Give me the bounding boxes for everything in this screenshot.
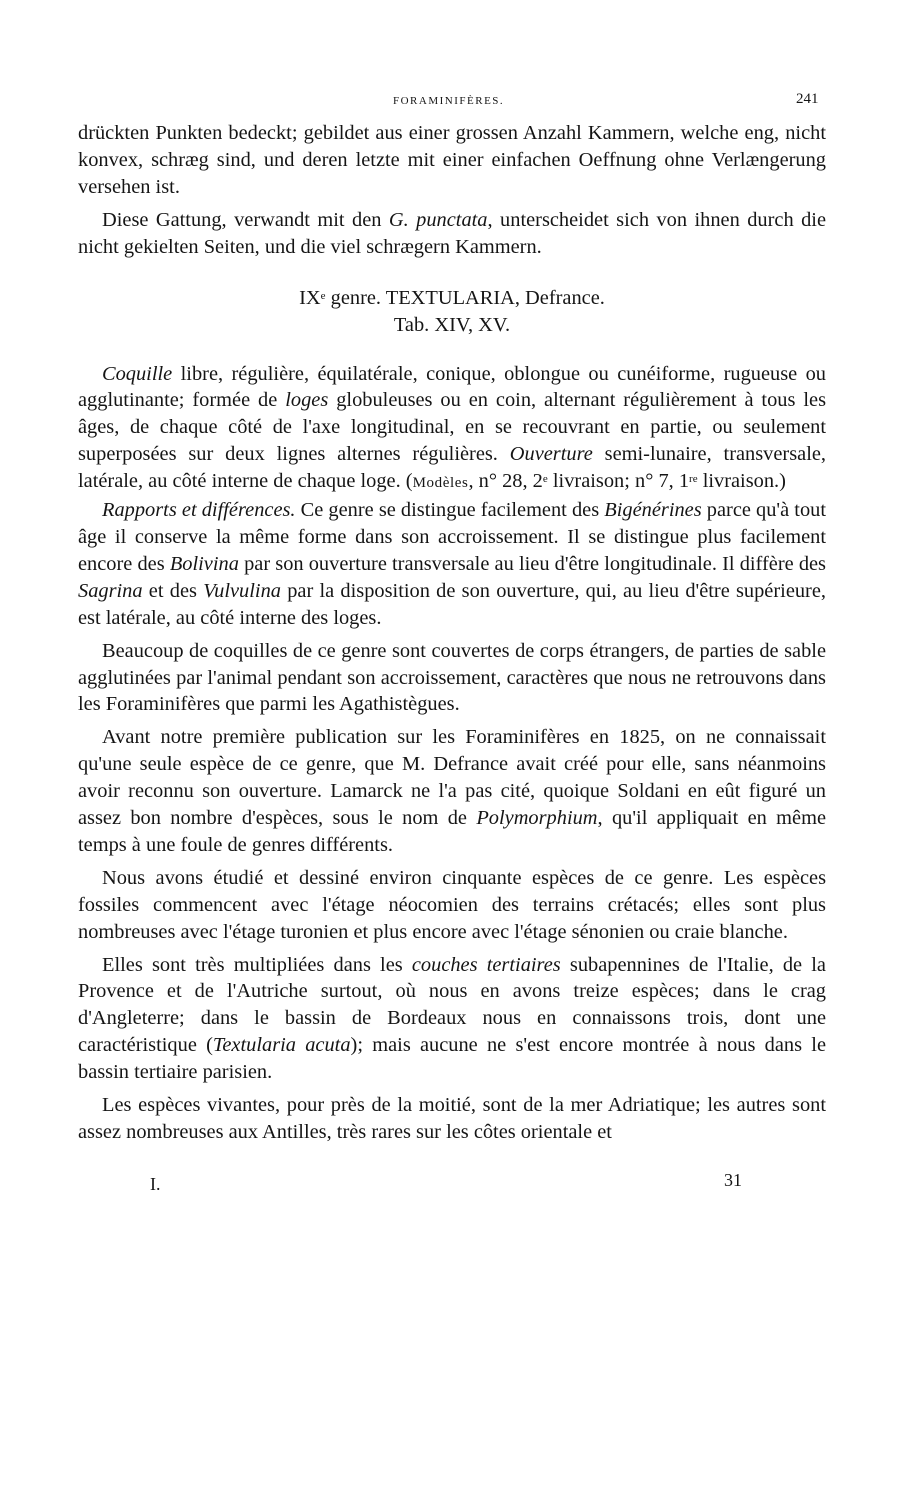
genus-sagrina: Sagrina: [78, 579, 143, 602]
rapports-text-2: parce qu'à tout âge il conserve la même forme dans son accroissement. Il se distingue plus facilement encore des: [78, 499, 826, 575]
paragraph-beaucoup: Beaucoup de coquilles de ce genre sont couvertes de corps étrangers, de parties de sable agglutinées par l'animal pendant son accroissement, caractères que nous ne retrouvons dans les Foraminifères que parmi les Agathistègues.: [78, 639, 826, 716]
species-name-punctata: G. punctata: [388, 208, 488, 231]
genus-heading-number: IX: [299, 286, 321, 309]
running-title: FORAMINIFÈRES.: [393, 95, 505, 107]
coquille-text-b: globuleuses ou en coin, alternant régulièrement à tous les âges, de chaque côté de l'axe longitudinal, en se recouvrant en partie, ou seulement superposées sur deux lignes alternes régulières.: [78, 389, 826, 466]
german-p2-text-b: , unterscheidet sich von ihnen durch die nicht gekielten Seiten, und die viel schrægern Kammern.: [78, 208, 826, 258]
rapports-text-3: par son ouverture transversale au lieu d'être longitudinale. Il diffère des: [238, 552, 826, 575]
rapports-label: Rapports et différences.: [102, 499, 296, 522]
couches-tertiaires: couches tertiaires: [411, 953, 561, 976]
genus-heading-title: genre. TEXTULARIA, Defrance.: [325, 286, 605, 309]
coquille-label: Coquille: [102, 362, 173, 385]
genus-bigenerines: Bigénérines: [604, 499, 702, 522]
models-superscript-1: e: [542, 473, 548, 486]
species-textularia-acuta: Textularia acuta: [212, 1034, 351, 1057]
models-text-a: , n° 28, 2: [468, 470, 543, 493]
rapports-text-1: Ce genre se distingue facilement des: [295, 499, 605, 522]
loges-label: loges: [285, 389, 329, 412]
plate-reference: Tab. XIV, XV.: [393, 313, 511, 336]
paragraph-nous-avons: Nous avons étudié et dessiné environ cinquante espèces de ce genre. Les espèces fossiles commencent avec l'étage néocomien des terrains crétacés; elles sont plus nombreuses avec l'étage turonien et plus encore avec l'étage sénonien ou craie blanche.: [78, 866, 826, 943]
page-body: [78, 120, 826, 1146]
genus-vulvulina: Vulvulina: [203, 579, 281, 602]
rapports-paragraph: [78, 497, 826, 632]
genus-heading-superscript: e: [320, 289, 326, 302]
page-footer: [0, 1170, 900, 1200]
page-header: [0, 91, 900, 115]
elles-text-b: subapennines de l'Italie, de la Provence et de l'Autriche surtout, où nous en avons treize espèces; dans le crag d'Angleterre; dans le bassin de Bordeaux nous en connaissons trois, dont une caractéristique (: [78, 953, 826, 1057]
coquille-text-a: libre, régulière, équilatérale, conique, oblongue ou cunéiforme, rugueuse ou agglutinante; formée de: [78, 362, 826, 412]
ouverture-label: Ouverture: [509, 443, 593, 466]
models-text-b: livraison; n° 7, 1: [547, 470, 690, 493]
signature-mark: I.: [150, 1174, 161, 1194]
genus-heading: [78, 285, 826, 312]
elles-text-c: ); mais aucune ne s'est encore montrée à nous dans le bassin tertiaire parisien.: [78, 1034, 826, 1084]
models-label: Modèles: [412, 475, 469, 492]
german-p2-text-a: Diese Gattung, verwandt mit den: [102, 208, 389, 231]
german-paragraph-1: drückten Punkten bedeckt; gebildet aus einer grossen Anzahl Kammern, welche eng, nicht konvex, schræg sind, und deren letzte mit einer einfachen Oeffnung ohne Verlængerung versehen ist.: [78, 122, 826, 198]
genus-polymorphium: Polymorphium: [476, 807, 598, 830]
german-paragraph-2: [78, 207, 826, 261]
avant-text-a: Avant notre première publication sur les Foraminifères en 1825, on ne connaissait qu'une seule espèce de ce genre, que M. Defrance avait créé pour elle, sans néanmoins avoir reconnu son ouverture. Lamarck ne l'a pas cité, quoique Soldani en eût figuré un assez bon nombre d'espèces, sous le nom de: [78, 726, 826, 830]
rapports-text-4: et des: [142, 579, 204, 602]
folio-number: 31: [724, 1170, 742, 1190]
paragraph-elles: [78, 952, 826, 1087]
models-superscript-2: re: [689, 473, 698, 486]
paragraph-avant: [78, 724, 826, 859]
rapports-text-5: par la disposition de son ouverture, qui, au lieu d'être supérieure, est latérale, au côté interne des loges.: [78, 579, 827, 629]
genus-bolivina: Bolivina: [169, 552, 239, 575]
paragraph-vivantes: Les espèces vivantes, pour près de la moitié, sont de la mer Adriatique; les autres sont assez nombreuses aux Antilles, très rares sur les côtes orientale et: [78, 1094, 826, 1143]
models-open: (: [405, 470, 413, 493]
ouverture-text: semi-lunaire, transversale, latérale, au côté interne de chaque loge.: [78, 443, 827, 493]
avant-text-b: , qu'il appliquait en même temps à une foule de genres différents.: [78, 807, 826, 856]
models-text-c: livraison.): [697, 470, 786, 493]
page-number: 241: [796, 91, 819, 107]
elles-text-a: Elles sont très multipliées dans les: [102, 953, 412, 976]
coquille-description: [78, 361, 826, 498]
